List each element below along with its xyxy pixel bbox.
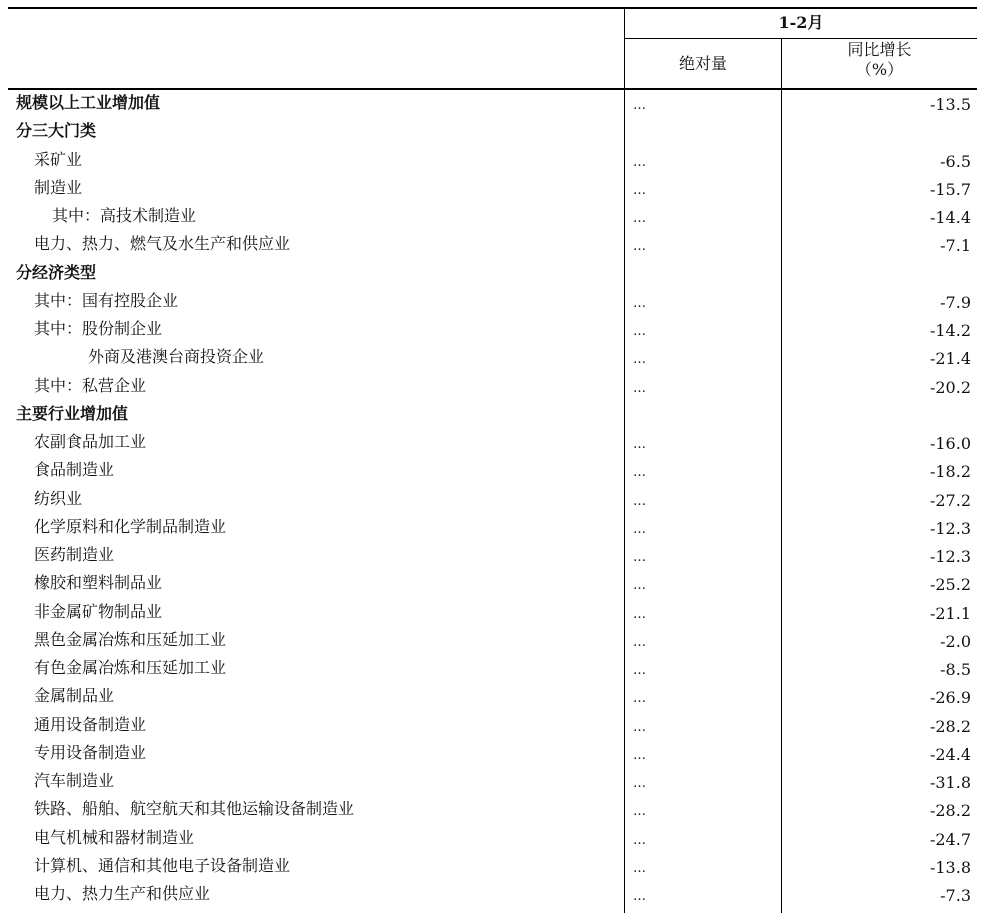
growth-value: -15.7 [929,179,971,199]
absolute-value: … [633,860,647,876]
growth-value: -12.3 [929,547,971,566]
absolute-value: … [633,832,647,848]
row-label: 化学原料和化学制品制造业 [34,516,227,536]
row-label: 电力、热力、燃气及水生产和供应业 [34,234,291,254]
table-row [0,768,991,796]
growth-value: -27.2 [929,490,971,510]
table-row [0,881,991,909]
table-row [0,373,991,401]
section-heading-row [0,260,991,288]
growth-value: -26.9 [929,688,971,708]
absolute-value: … [633,691,647,707]
growth-value: -7.9 [940,292,971,312]
growth-value: -20.2 [929,377,971,397]
growth-value: -14.4 [929,208,971,227]
absolute-value: … [633,747,647,763]
row-label: 汽车制造业 [34,771,115,790]
row-label: 电气机械和器材制造业 [34,827,195,847]
table-row [0,288,991,316]
absolute-header: 绝对量 [678,54,727,73]
table-row [0,570,991,598]
row-label: 橡胶和塑料制品业 [34,573,163,593]
row-label: 电力、热力生产和供应业 [34,884,211,903]
table-top-rule [8,7,977,9]
table-row [0,429,991,457]
table-row [0,853,991,881]
row-label: 主要行业增加值 [16,403,129,423]
row-label: 分三大门类 [16,121,97,141]
growth-header-unit: （%） [855,60,904,79]
absolute-value: … [633,889,647,904]
absolute-value: … [633,776,647,791]
table-row [0,712,991,740]
header-mid-rule [625,38,977,39]
table-row [0,683,991,711]
growth-value: -6.5 [940,151,971,171]
growth-header [782,40,977,80]
table-row [0,599,991,627]
absolute-value: … [633,352,647,368]
table-row [0,175,991,203]
absolute-value: … [633,719,647,735]
table-body [0,90,991,909]
row-label: 制造业 [34,177,83,197]
table-row [0,514,991,542]
absolute-value: … [633,295,647,311]
growth-value: -31.8 [929,773,971,792]
absolute-value: … [633,239,647,255]
table-row [0,825,991,853]
absolute-value: … [633,663,647,678]
row-label: 其中：高技术制造业 [52,206,197,225]
row-label: 食品制造业 [34,460,115,480]
period-header: 1-2月 [778,13,824,32]
row-label: 分经济类型 [16,262,97,282]
growth-value: -24.7 [929,829,971,849]
absolute-value: … [633,578,647,594]
growth-value: -21.4 [929,349,971,369]
growth-value: -7.1 [940,236,971,256]
table-row [0,344,991,372]
growth-value: -13.8 [929,857,971,877]
growth-value: -16.0 [929,434,971,453]
absolute-value: … [633,437,647,452]
growth-value: -2.0 [940,631,971,651]
absolute-value: … [633,465,647,481]
row-label: 纺织业 [34,488,83,508]
table-row [0,231,991,259]
growth-value: -14.2 [929,321,971,340]
absolute-value: … [633,634,647,650]
growth-value: -7.3 [940,886,971,905]
growth-value: -25.2 [929,575,971,595]
row-label: 医药制造业 [34,545,115,564]
row-label: 采矿业 [34,149,83,169]
table-row [0,486,991,514]
table-row [0,457,991,485]
growth-header-line1: 同比增长 [847,40,912,59]
growth-value: -12.3 [929,518,971,538]
table-row [0,740,991,768]
absolute-value: … [633,804,647,820]
growth-value: -13.5 [929,95,971,114]
table-row [0,316,991,344]
row-label: 其中：股份制企业 [34,319,163,338]
row-label: 规模以上工业增加值 [16,93,161,112]
absolute-value: … [633,98,647,113]
table-row [0,796,991,824]
absolute-value: … [633,493,647,509]
growth-value: -8.5 [940,660,971,679]
row-label: 其中：国有控股企业 [34,290,179,310]
row-label: 专用设备制造业 [34,742,147,762]
table-row [0,147,991,175]
growth-value: -28.2 [929,801,971,821]
row-label: 其中：私营企业 [34,375,147,395]
table-row [0,542,991,570]
absolute-value: … [633,521,647,537]
table-row [0,627,991,655]
section-heading-row [0,90,991,118]
absolute-value: … [633,380,647,396]
row-label: 外商及港澳台商投资企业 [88,347,265,367]
row-label: 通用设备制造业 [34,714,147,734]
row-label: 农副食品加工业 [34,432,147,451]
table-row [0,655,991,683]
absolute-value: … [633,211,647,226]
row-label: 有色金属冶炼和压延加工业 [34,658,227,677]
absolute-value: … [633,606,647,622]
row-label: 黑色金属冶炼和压延加工业 [34,629,227,649]
row-label: 铁路、船舶、航空航天和其他运输设备制造业 [34,799,355,819]
section-heading-row [0,401,991,429]
growth-value: -28.2 [929,716,971,736]
row-label: 非金属矿物制品业 [34,601,163,621]
row-label: 金属制品业 [34,686,115,706]
absolute-value: … [633,550,647,565]
absolute-value: … [633,324,647,339]
row-label: 计算机、通信和其他电子设备制造业 [34,855,291,875]
section-heading-row [0,118,991,146]
table-row [0,203,991,231]
absolute-value: … [633,182,647,198]
growth-value: -24.4 [929,744,971,764]
absolute-value: … [633,154,647,170]
growth-value: -18.2 [929,462,971,482]
growth-value: -21.1 [929,603,971,623]
